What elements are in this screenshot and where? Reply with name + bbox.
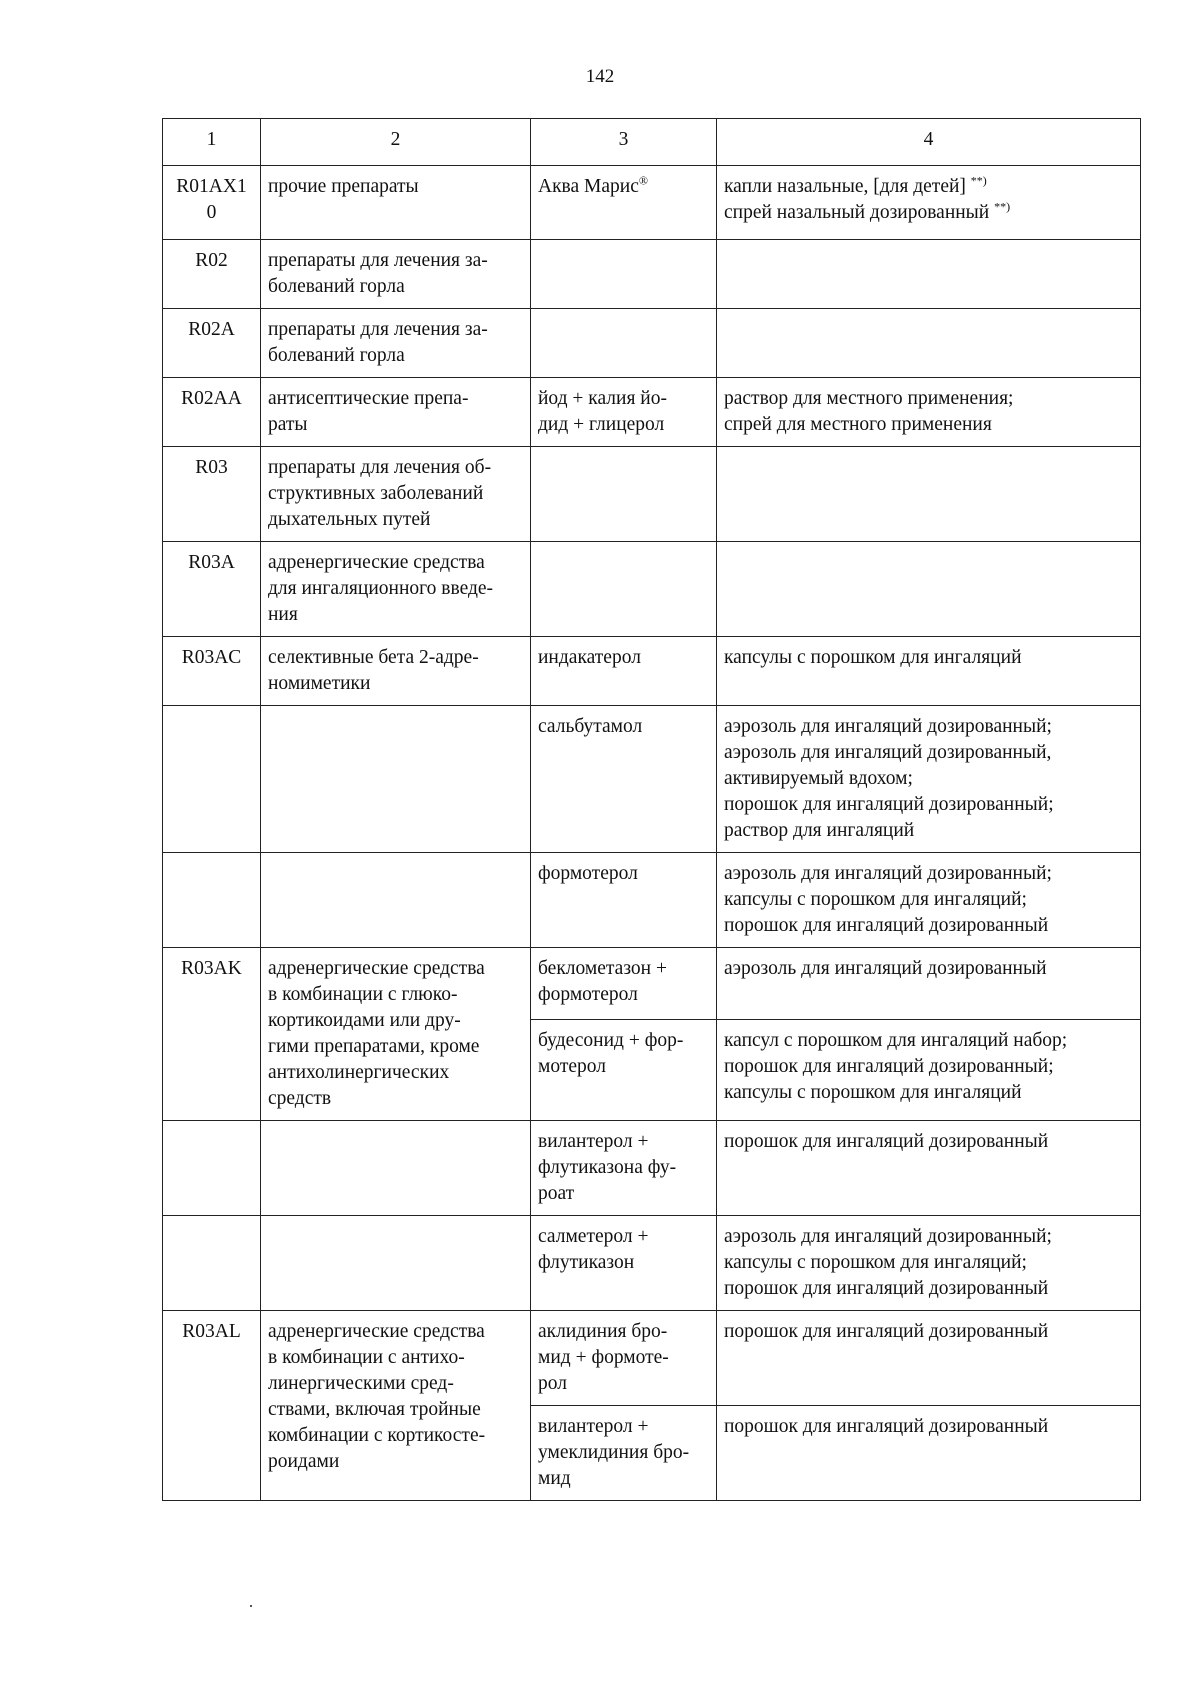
drug-cell-line: роат (538, 1183, 575, 1204)
drug-cell-line: аклидиния бро- (538, 1321, 668, 1342)
description-cell-line: номиметики (268, 673, 371, 694)
code-cell (163, 1216, 261, 1311)
form-cell-line: раствор для ингаляций (724, 820, 915, 841)
code-cell (163, 948, 261, 1121)
table-row (163, 637, 1141, 706)
code-cell-line: R03AL (182, 1321, 241, 1342)
description-cell (261, 1121, 531, 1216)
drug-cell (531, 853, 717, 948)
drug-cell-line: рол (538, 1373, 567, 1394)
table-row (163, 706, 1141, 853)
form-cell (717, 309, 1141, 378)
form-cell-line: капли назальные, [для детей] **) (724, 173, 987, 197)
drug-cell-line: мотерол (538, 1056, 606, 1078)
drug-cell-line: формотерол (538, 984, 638, 1005)
code-cell (163, 240, 261, 309)
description-cell-line: раты (268, 414, 308, 435)
drug-cell (531, 1020, 717, 1121)
form-cell-line: аэрозоль для ингаляций дозированный; (724, 716, 1052, 737)
drug-cell (531, 309, 717, 378)
table-row (163, 1216, 1141, 1311)
header-row (163, 119, 1141, 166)
form-cell (717, 1020, 1141, 1121)
description-cell (261, 240, 531, 309)
code-cell (163, 706, 261, 853)
drug-table-body (163, 119, 1141, 1501)
drug-cell (531, 637, 717, 706)
form-cell-line: капсулы с порошком для ингаляций (724, 1082, 1022, 1104)
table-row (163, 1121, 1141, 1216)
drug-cell-line: вилантерол + (538, 1416, 649, 1437)
table-row (163, 853, 1141, 948)
form-cell-line: капсулы с порошком для ингаляций; (724, 1252, 1027, 1273)
form-cell-line: раствор для местного применения; (724, 388, 1014, 409)
drug-cell (531, 706, 717, 853)
header-cell-3: 3 (531, 119, 717, 166)
form-cell (717, 542, 1141, 637)
description-cell-line: прочие препараты (268, 176, 419, 197)
description-cell-line: болеваний горла (268, 276, 405, 297)
drug-cell-line: мид (538, 1468, 571, 1489)
form-cell-line: порошок для ингаляций дозированный; (724, 794, 1054, 815)
form-cell-line: капсулы с порошком для ингаляций (724, 647, 1022, 668)
form-cell (717, 853, 1141, 948)
description-cell-line: средств (268, 1088, 332, 1109)
code-cell (163, 637, 261, 706)
code-cell-line: 0 (206, 202, 217, 223)
drug-cell (531, 948, 717, 1020)
table-row (163, 166, 1141, 240)
table-row (163, 378, 1141, 447)
header-cell-4: 4 (717, 119, 1141, 166)
drug-cell-line: флутиказон (538, 1252, 635, 1273)
description-cell-line: препараты для лечения за- (268, 319, 488, 340)
description-cell-line: антисептические препа- (268, 388, 469, 409)
form-cell (717, 948, 1141, 1020)
form-cell (717, 1216, 1141, 1311)
description-cell-line: кортикоидами или дру- (268, 1010, 461, 1031)
code-cell (163, 542, 261, 637)
code-cell (163, 1121, 261, 1216)
description-cell (261, 1311, 531, 1501)
drug-cell (531, 1406, 717, 1501)
drug-cell-line: флутиказона фу- (538, 1157, 677, 1178)
form-cell-line: капсул с порошком для ингаляций набор; (724, 1030, 1068, 1052)
page-number: 142 (585, 66, 615, 87)
form-cell (717, 1121, 1141, 1216)
code-cell (163, 378, 261, 447)
form-cell-line: спрей назальный дозированный **) (724, 199, 1011, 223)
drug-cell-line: салметерол + (538, 1226, 649, 1247)
description-cell-line: адренергические средства (268, 1321, 485, 1342)
form-cell-line: порошок для ингаляций дозированный (724, 1416, 1049, 1437)
description-cell-line: роидами (268, 1451, 340, 1472)
description-cell-line: болеваний горла (268, 345, 405, 366)
code-cell-line: R03AK (181, 958, 242, 979)
drug-cell-line: вилантерол + (538, 1131, 649, 1152)
drug-cell (531, 166, 717, 240)
scan-speck (250, 1605, 252, 1607)
drug-cell (531, 542, 717, 637)
description-cell-line: адренергические средства (268, 552, 485, 573)
table-row (163, 240, 1141, 309)
form-cell (717, 637, 1141, 706)
drug-table (162, 118, 1141, 1501)
description-cell-line: селективные бета 2-адре- (268, 647, 479, 668)
description-cell-line: препараты для лечения об- (268, 457, 492, 478)
form-cell (717, 1406, 1141, 1501)
drug-cell-line: беклометазон + (538, 958, 667, 979)
description-cell-line: ния (268, 604, 298, 625)
drug-cell-line: формотерол (538, 863, 638, 884)
code-cell (163, 309, 261, 378)
form-cell (717, 1311, 1141, 1406)
drug-cell-line: индакатерол (538, 647, 641, 668)
form-cell-line: порошок для ингаляций дозированный (724, 1321, 1049, 1342)
description-cell-line: линергическими сред- (268, 1373, 454, 1394)
description-cell (261, 542, 531, 637)
description-cell (261, 948, 531, 1121)
code-cell (163, 166, 261, 240)
description-cell (261, 1216, 531, 1311)
drug-cell-line: будесонид + фор- (538, 1030, 684, 1052)
form-cell-line: активируемый вдохом; (724, 768, 913, 789)
form-cell-line: аэрозоль для ингаляций дозированный; (724, 1226, 1052, 1247)
form-cell-line: спрей для местного применения (724, 414, 992, 435)
description-cell-line: в комбинации с антихо- (268, 1347, 465, 1368)
form-cell-line: аэрозоль для ингаляций дозированный; (724, 863, 1052, 884)
form-cell (717, 166, 1141, 240)
code-cell (163, 447, 261, 542)
table-row (163, 447, 1141, 542)
form-cell (717, 447, 1141, 542)
description-cell-line: препараты для лечения за- (268, 250, 488, 271)
code-cell-line: R03A (188, 552, 235, 573)
form-cell (717, 240, 1141, 309)
description-cell (261, 378, 531, 447)
code-cell-line: R03AC (181, 647, 242, 668)
description-cell (261, 853, 531, 948)
form-cell-line: аэрозоль для ингаляций дозированный (724, 958, 1047, 979)
table-row (163, 542, 1141, 637)
drug-cell-line: мид + формоте- (538, 1347, 669, 1368)
description-cell-line: дыхательных путей (268, 509, 431, 530)
code-cell-line: R02 (195, 250, 228, 271)
form-cell-line: порошок для ингаляций дозированный; (724, 1056, 1054, 1078)
form-cell-line: порошок для ингаляций дозированный (724, 915, 1049, 936)
code-cell-line: R01AX1 (176, 176, 247, 197)
description-cell-line: для ингаляционного введе- (268, 578, 494, 599)
form-cell-line: аэрозоль для ингаляций дозированный, (724, 742, 1052, 763)
description-cell (261, 706, 531, 853)
description-cell (261, 166, 531, 240)
description-cell-line: антихолинергических (268, 1062, 450, 1083)
description-cell-line: комбинации с кортикосте- (268, 1425, 486, 1446)
header-cell-2: 2 (261, 119, 531, 166)
description-cell-line: в комбинации с глюко- (268, 984, 458, 1005)
drug-cell-line: умеклидиния бро- (538, 1442, 690, 1463)
drug-cell-line: Аква Марис® (538, 173, 648, 197)
drug-cell (531, 1311, 717, 1406)
form-cell-line: порошок для ингаляций дозированный (724, 1278, 1049, 1299)
drug-cell (531, 1121, 717, 1216)
drug-cell (531, 1216, 717, 1311)
drug-cell-line: дид + глицерол (538, 414, 665, 435)
description-cell-line: адренергические средства (268, 958, 485, 979)
form-cell (717, 378, 1141, 447)
drug-cell (531, 378, 717, 447)
drug-cell-line: сальбутамол (538, 716, 643, 737)
code-cell (163, 853, 261, 948)
code-cell (163, 1311, 261, 1501)
table-row (163, 948, 1141, 1020)
description-cell-line: структивных заболеваний (268, 483, 484, 504)
form-cell-line: порошок для ингаляций дозированный (724, 1131, 1049, 1152)
code-cell-line: R02A (188, 319, 235, 340)
form-cell-line: капсулы с порошком для ингаляций; (724, 889, 1027, 910)
drug-cell (531, 240, 717, 309)
code-cell-line: R02AA (181, 388, 242, 409)
description-cell (261, 447, 531, 542)
table-row (163, 1311, 1141, 1406)
drug-cell-line: йод + калия йо- (538, 388, 667, 409)
header-cell-1: 1 (163, 119, 261, 166)
form-cell (717, 706, 1141, 853)
description-cell (261, 309, 531, 378)
description-cell-line: ствами, включая тройные (268, 1399, 481, 1420)
code-cell-line: R03 (195, 457, 228, 478)
drug-cell (531, 447, 717, 542)
description-cell (261, 637, 531, 706)
table-row (163, 309, 1141, 378)
description-cell-line: гими препаратами, кроме (268, 1036, 480, 1057)
